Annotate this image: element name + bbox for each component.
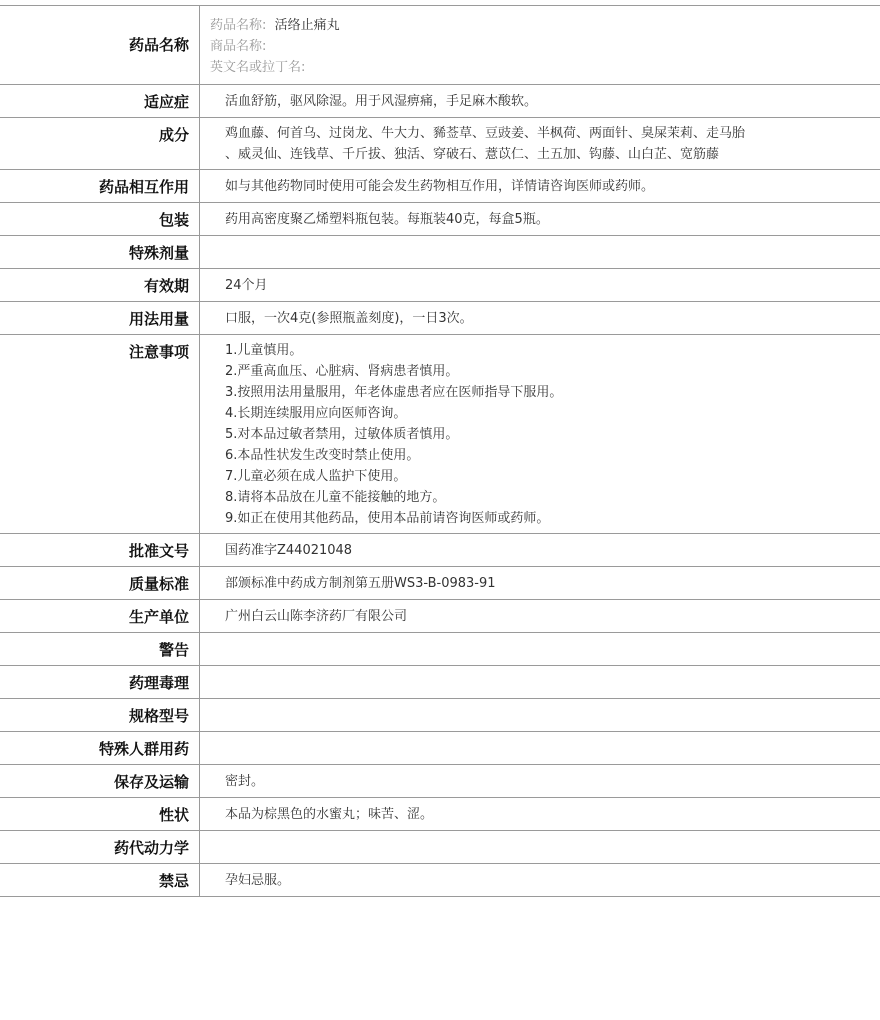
row-special-population: [0, 732, 880, 765]
value-usage: 口服，一次4克(参照瓶盖刻度)，一日3次。: [225, 311, 473, 326]
row-package: [0, 203, 880, 236]
drug-name-key: 药品名称:: [210, 18, 267, 33]
label-warning: 警告: [0, 633, 200, 665]
label-approval: 批准文号: [0, 534, 200, 566]
label-interaction: 药品相互作用: [0, 170, 200, 202]
row-warning: [0, 633, 880, 666]
ingredients-line: 鸡血藤、何首乌、过岗龙、牛大力、豨莶草、豆豉姜、半枫荷、两面针、臭屎茉莉、走马胎: [225, 126, 746, 141]
row-storage: [0, 765, 880, 798]
row-approval: [0, 534, 880, 567]
label-spec: 规格型号: [0, 699, 200, 731]
row-special-dose: [0, 236, 880, 269]
value-pharmacokinetics: [200, 831, 880, 863]
precaution-item: 2.严重高血压、心脏病、肾病患者慎用。: [225, 364, 459, 379]
row-validity: [0, 269, 880, 302]
label-indication: 适应症: [0, 85, 200, 117]
precaution-item: 5.对本品过敏者禁用，过敏体质者慎用。: [225, 427, 459, 442]
label-toxicology: 药理毒理: [0, 666, 200, 698]
trade-name-line: [210, 36, 870, 57]
precaution-item: 9.如正在使用其他药品，使用本品前请咨询医师或药师。: [225, 511, 550, 526]
value-approval: 国药准字Z44021048: [225, 543, 353, 558]
value-description: 本品为棕黑色的水蜜丸；味苦、涩。: [225, 807, 434, 822]
label-standard: 质量标准: [0, 567, 200, 599]
value-drug-name: [200, 6, 880, 84]
row-toxicology: [0, 666, 880, 699]
label-pharmacokinetics: 药代动力学: [0, 831, 200, 863]
value-package: 药用高密度聚乙烯塑料瓶包装。每瓶装40克，每盒5瓶。: [225, 212, 549, 227]
row-description: [0, 798, 880, 831]
label-contraindication: 禁忌: [0, 864, 200, 896]
row-usage: [0, 302, 880, 335]
value-warning: [200, 633, 880, 665]
row-standard: [0, 567, 880, 600]
value-special-dose: [200, 236, 880, 268]
value-toxicology: [200, 666, 880, 698]
value-ingredients: [200, 118, 880, 169]
label-storage: 保存及运输: [0, 765, 200, 797]
value-interaction: 如与其他药物同时使用可能会发生药物相互作用，详情请咨询医师或药师。: [225, 179, 655, 194]
ingredients-line: 、威灵仙、连钱草、千斤拔、独活、穿破石、薏苡仁、土五加、钩藤、山白芷、宽筋藤: [225, 147, 720, 162]
value-spec: [200, 699, 880, 731]
label-precautions: 注意事项: [0, 335, 200, 533]
latin-name-line: [210, 57, 870, 78]
row-drug-name: [0, 6, 880, 85]
precaution-item: 7.儿童必须在成人监护下使用。: [225, 469, 407, 484]
precaution-item: 4.长期连续服用应向医师咨询。: [225, 406, 407, 421]
value-manufacturer: 广州白云山陈李济药厂有限公司: [225, 609, 408, 624]
value-contraindication: 孕妇忌服。: [225, 873, 291, 888]
row-spec: [0, 699, 880, 732]
row-indication: [0, 85, 880, 118]
row-precautions: [0, 335, 880, 534]
label-special-population: 特殊人群用药: [0, 732, 200, 764]
precaution-item: 6.本品性状发生改变时禁止使用。: [225, 448, 420, 463]
drug-name-value: 活络止痛丸: [274, 18, 340, 33]
row-contraindication: [0, 864, 880, 897]
latin-name-key: 英文名或拉丁名:: [210, 60, 306, 75]
row-ingredients: [0, 118, 880, 170]
value-standard: 部颁标准中药成方制剂第五册WS3-B-0983-91: [225, 576, 496, 591]
precaution-item: 1.儿童慎用。: [225, 343, 303, 358]
value-validity: 24个月: [225, 278, 268, 293]
drug-info-table: [0, 5, 880, 897]
value-storage: 密封。: [225, 774, 265, 789]
precaution-item: 8.请将本品放在儿童不能接触的地方。: [225, 490, 446, 505]
label-ingredients: 成分: [0, 118, 200, 169]
label-manufacturer: 生产单位: [0, 600, 200, 632]
row-manufacturer: [0, 600, 880, 633]
row-interaction: [0, 170, 880, 203]
value-special-population: [200, 732, 880, 764]
trade-name-key: 商品名称:: [210, 39, 267, 54]
label-drug-name: 药品名称: [0, 6, 200, 84]
row-pharmacokinetics: [0, 831, 880, 864]
label-validity: 有效期: [0, 269, 200, 301]
drug-name-line: [210, 15, 870, 36]
precaution-item: 3.按照用法用量服用，年老体虚患者应在医师指导下服用。: [225, 385, 563, 400]
value-indication: 活血舒筋，驱风除湿。用于风湿痹痛，手足麻木酸软。: [225, 94, 538, 109]
label-description: 性状: [0, 798, 200, 830]
value-precautions: [200, 335, 880, 533]
label-package: 包装: [0, 203, 200, 235]
label-special-dose: 特殊剂量: [0, 236, 200, 268]
label-usage: 用法用量: [0, 302, 200, 334]
